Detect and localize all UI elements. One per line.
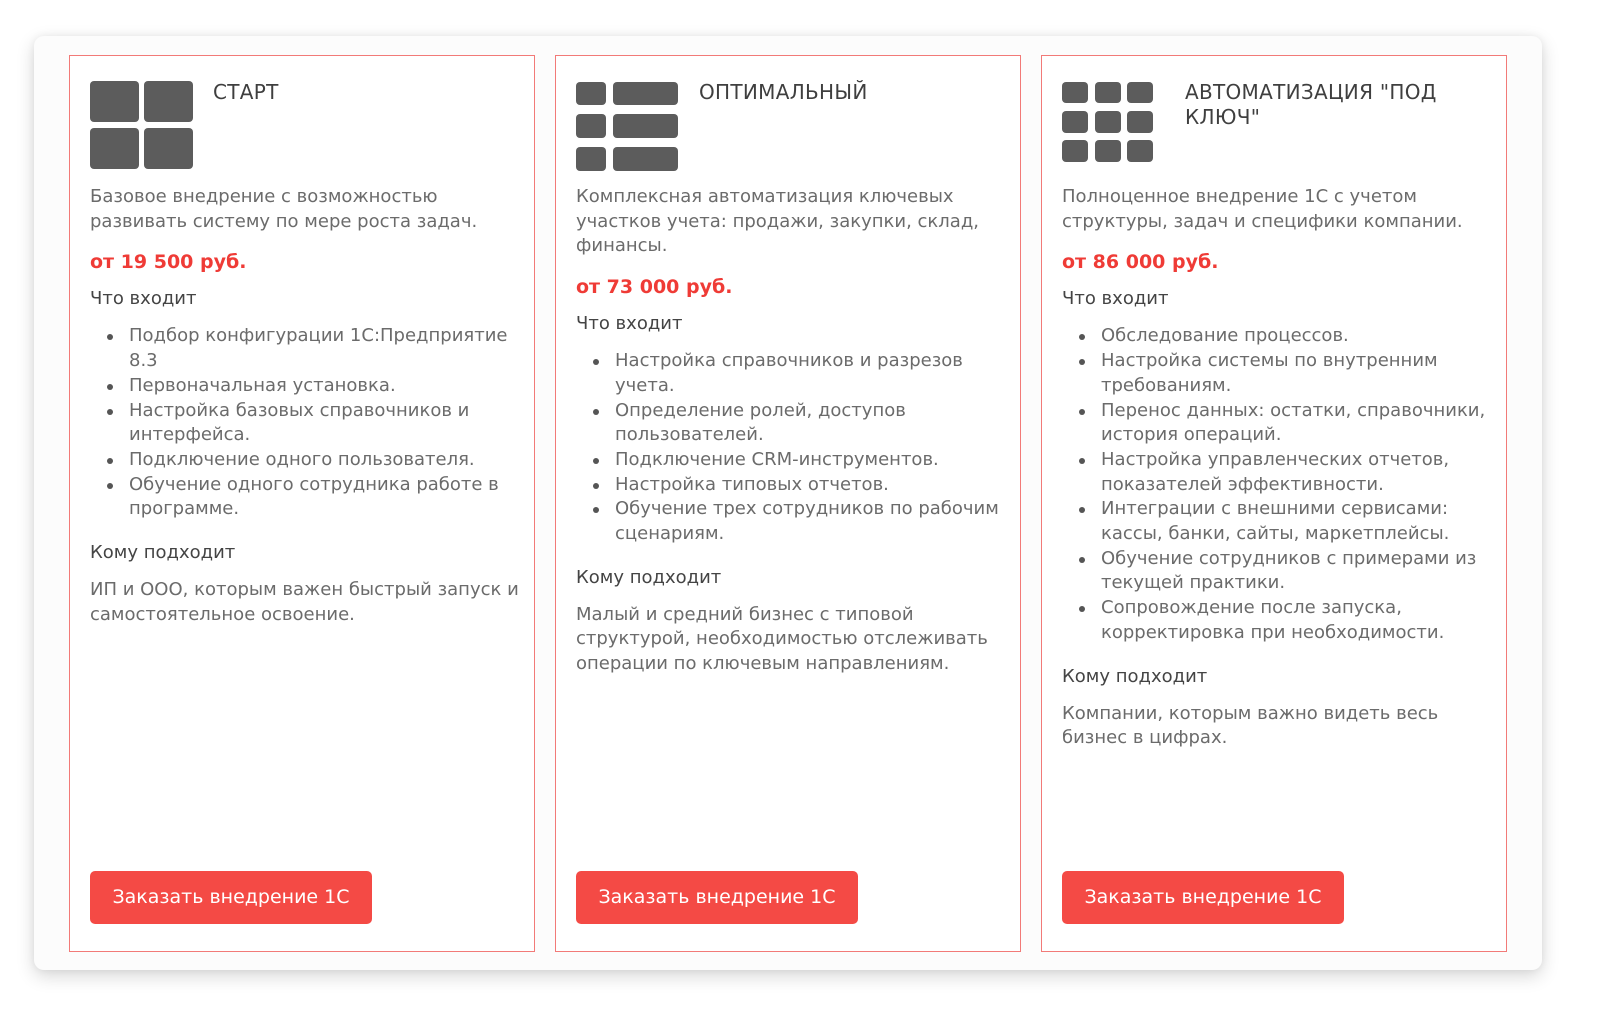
list-item-text: Настройка базовых справочников и интерфейса. [129, 399, 470, 446]
includes-heading: Что входит [576, 313, 683, 335]
bullet-icon [1079, 334, 1085, 340]
plan-body [1062, 185, 1492, 751]
list-item [1062, 349, 1492, 398]
order-button[interactable]: Заказать внедрение 1С [90, 871, 372, 924]
list-item-text: Интеграции с внешними сервисами: кассы, банки, сайты, маркетплейсы. [1101, 498, 1450, 545]
includes-heading: Что входит [1062, 288, 1169, 310]
grid-2x2-icon [90, 81, 194, 171]
plan-price: от 19 500 руб. [90, 251, 247, 274]
fit-heading: Кому подходит [1062, 665, 1208, 687]
plan-price: от 73 000 руб. [576, 276, 733, 299]
plan-title: СТАРТ [213, 80, 279, 104]
list-layout-icon [576, 81, 680, 171]
list-item [576, 497, 1006, 546]
bullet-icon [107, 384, 113, 390]
list-item-text: Перенос данных: остатки, справочники, история операций. [1101, 399, 1486, 446]
plan-card-turnkey [1041, 55, 1507, 952]
plan-card-start [69, 55, 535, 952]
includes-list [90, 324, 520, 522]
fit-heading: Кому подходит [576, 566, 722, 588]
list-item-text: Подбор конфигурации 1С:Предприятие 8.3 [129, 325, 508, 372]
plan-description: Базовое внедрение с возможностью развивать систему по мере роста задач. [90, 186, 478, 232]
list-item [1062, 324, 1492, 349]
plan-title: АВТОМАТИЗАЦИЯ "ПОД КЛЮЧ" [1185, 80, 1437, 129]
plan-title: ОПТИМАЛЬНЫЙ [699, 80, 868, 104]
list-item [90, 374, 520, 399]
bullet-icon [107, 483, 113, 489]
plan-body [90, 185, 520, 627]
plan-description: Комплексная автоматизация ключевых участков учета: продажи, закупки, склад, финансы. [576, 186, 979, 257]
bullet-icon [593, 458, 599, 464]
bullet-icon [593, 507, 599, 513]
list-item-text: Сопровождение после запуска, корректировка при необходимости. [1101, 597, 1445, 643]
bullet-icon [1079, 458, 1085, 464]
list-item [90, 448, 520, 473]
list-item-text: Обучение трех сотрудников по рабочим сценариям. [615, 498, 999, 545]
list-item-text: Настройка типовых отчетов. [615, 473, 889, 495]
list-item-text: Настройка справочников и разрезов учета. [615, 350, 963, 396]
list-item [90, 473, 520, 522]
plan-description: Полноценное внедрение 1С с учетом структуры, задач и специфики компании. [1062, 186, 1463, 232]
list-item-text: Первоначальная установка. [129, 374, 396, 396]
bullet-icon [1079, 557, 1085, 563]
list-item [90, 324, 520, 373]
list-item [1062, 399, 1492, 448]
list-item [576, 448, 1006, 473]
includes-list [576, 349, 1006, 547]
plan-price: от 86 000 руб. [1062, 251, 1219, 274]
order-button[interactable]: Заказать внедрение 1С [576, 871, 858, 924]
list-item-text: Подключение одного пользователя. [129, 448, 475, 470]
list-item-text: Обследование процессов. [1101, 325, 1349, 347]
list-item [1062, 497, 1492, 546]
bullet-icon [1079, 359, 1085, 365]
list-item [576, 473, 1006, 498]
list-item-text: Обучение одного сотрудника работе в программе. [129, 473, 499, 520]
list-item-text: Определение ролей, доступов пользователей. [615, 399, 906, 446]
fit-text: Компании, которым важно видеть весь бизнес в цифрах. [1062, 702, 1439, 749]
plan-card-optimal [555, 55, 1021, 952]
plan-body [576, 185, 1006, 677]
bullet-icon [107, 334, 113, 340]
list-item [1062, 596, 1492, 645]
list-item [1062, 547, 1492, 596]
includes-list [1062, 324, 1492, 645]
fit-text: ИП и ООО, которым важен быстрый запуск и самостоятельное освоение. [90, 579, 519, 625]
fit-text: Малый и средний бизнес с типовой структурой, необходимостью отслеживать операции по ключевым направлениям. [576, 603, 988, 675]
grid-3x3-icon [1062, 81, 1166, 171]
fit-heading: Кому подходит [90, 542, 236, 564]
list-item [576, 349, 1006, 398]
list-item-text: Настройка системы по внутренним требованиям. [1101, 350, 1438, 396]
list-item-text: Настройка управленческих отчетов, показателей эффективности. [1101, 448, 1450, 495]
bullet-icon [593, 409, 599, 415]
bullet-icon [593, 483, 599, 489]
list-item [576, 399, 1006, 448]
list-item [1062, 448, 1492, 497]
bullet-icon [1079, 507, 1085, 513]
bullet-icon [107, 458, 113, 464]
list-item-text: Обучение сотрудников с примерами из текущей практики. [1101, 547, 1477, 594]
bullet-icon [107, 409, 113, 415]
bullet-icon [1079, 409, 1085, 415]
includes-heading: Что входит [90, 288, 197, 310]
order-button[interactable]: Заказать внедрение 1С [1062, 871, 1344, 924]
list-item [90, 399, 520, 448]
bullet-icon [593, 359, 599, 365]
bullet-icon [1079, 606, 1085, 612]
list-item-text: Подключение CRM-инструментов. [615, 448, 939, 470]
